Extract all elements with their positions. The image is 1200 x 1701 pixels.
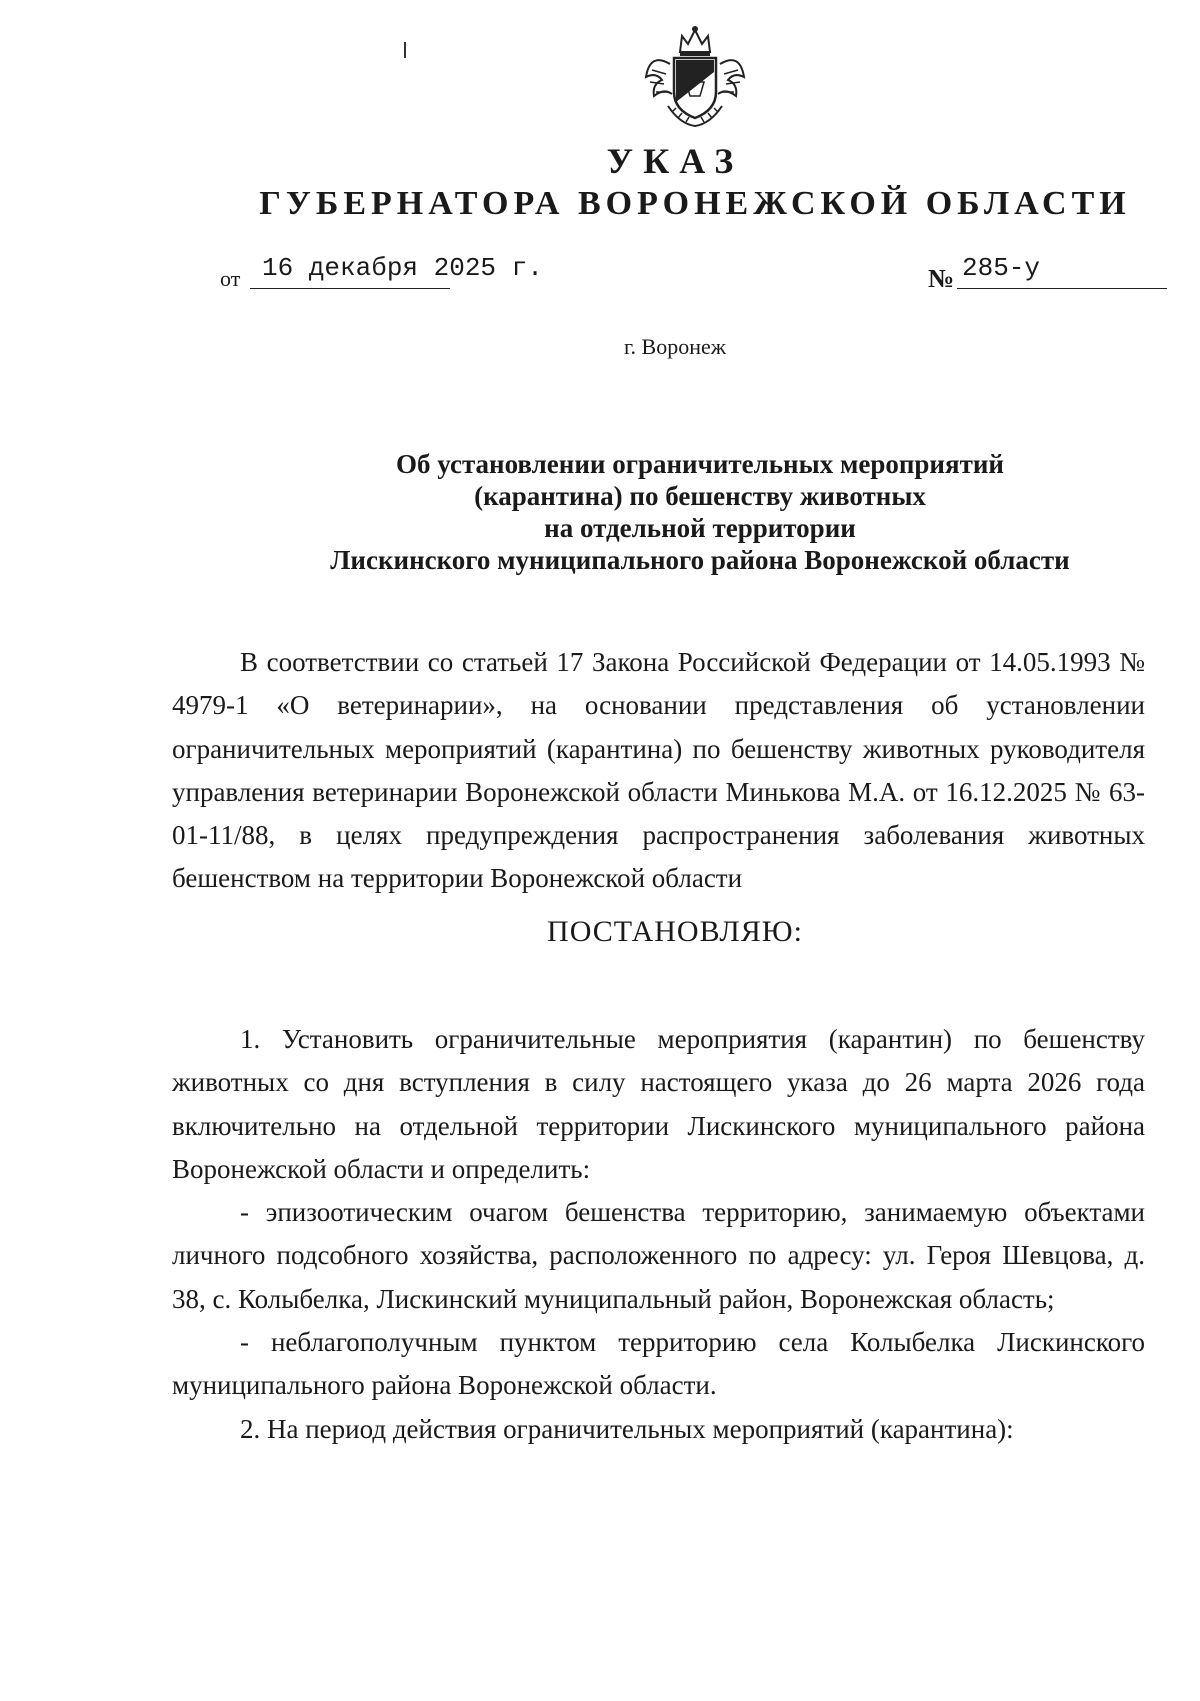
coat-of-arms-icon [640, 22, 750, 132]
number-prefix: № [928, 264, 955, 293]
date-prefix: от [220, 266, 241, 291]
number-underline [957, 288, 1167, 289]
document-subject [220, 448, 1180, 576]
document-date: 16 декабря 2025 г. [262, 253, 543, 283]
item-paragraph: - неблагополучным пунктом территорию села Колыбелка Лискинского муниципального района Воронежской области. [172, 1327, 1145, 1401]
document-subtitle: ГУБЕРНАТОРА ВОРОНЕЖСКОЙ ОБЛАСТИ [259, 185, 1131, 222]
item-paragraph: 2. На период действия ограничительных мероприятий (карантина): [240, 1413, 1014, 1444]
date-underline [250, 288, 450, 289]
subject-line: (карантина) по бешенству животных [474, 481, 926, 511]
scan-mark [404, 42, 406, 58]
document-title: УКАЗ [606, 141, 744, 181]
item-paragraph: - эпизоотическим очагом бешенства территорию, занимаемую объектами личного подсобного хозяйства, расположенного по адресу: ул. Героя Шевцова, д. 38, с. Колыбелка, Лискинский муниципальный район, Воронежская область; [172, 1197, 1145, 1314]
items-block [172, 1018, 1145, 1451]
preamble-block [172, 641, 1145, 901]
subject-line: на отдельной территории [544, 513, 856, 543]
subject-line: Об установлении ограничительных мероприятий [396, 449, 1004, 479]
document-city: г. Воронеж [624, 334, 726, 359]
item-paragraph: 1. Установить ограничительные мероприятия (карантин) по бешенству животных со дня вступления в силу настоящего указа до 26 марта 2026 года включительно на отдельной территории Лискинского муниципального района Воронежской области и определить: [172, 1024, 1145, 1184]
document-number: 285-у [962, 253, 1041, 283]
subject-line: Лискинского муниципального района Воронежской области [330, 545, 1070, 575]
resolve-heading: ПОСТАНОВЛЯЮ: [547, 915, 803, 948]
preamble-paragraph: В соответствии со статьей 17 Закона Российской Федерации от 14.05.1993 № 4979-1 «О ветеринарии», на основании представления об установлении ограничительных мероприятий (карантина) по бешенству животных руководителя управления ветеринарии Воронежской области Минькова М.А. от 16.12.2025 № 63-01-11/88, в целях предупреждения распространения заболевания животных бешенством на территории Воронежской области [172, 647, 1145, 894]
